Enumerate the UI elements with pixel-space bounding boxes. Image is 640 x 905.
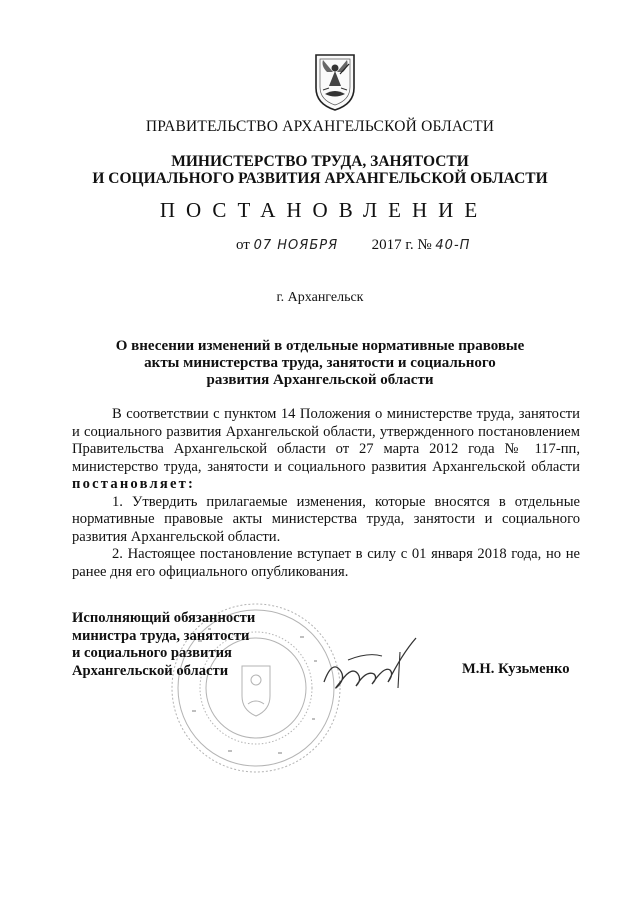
date-day-month: 07 НОЯБРЯ	[253, 238, 339, 253]
paragraph-item-1: 1. Утвердить прилагаемые изменения, которые вносятся в отдельные нормативные правовые акты министерства труда, занятости и социального развития Архангельской области.	[72, 493, 580, 545]
title-line-1: О внесении изменений в отдельные нормативные правовые	[115, 338, 525, 354]
date-from-label: от	[236, 237, 250, 253]
document-type: ПОСТАНОВЛЕНИЕ	[159, 198, 489, 222]
date-line	[236, 237, 470, 254]
resolves-keyword: постановляет:	[72, 476, 196, 492]
ministry-name	[0, 153, 640, 187]
signatory-name: М.Н. Кузьменко	[462, 661, 570, 677]
document-title	[0, 338, 640, 389]
signatory-line-3: и социального развития	[72, 645, 232, 661]
government-name: ПРАВИТЕЛЬСТВО АРХАНГЕЛЬСКОЙ ОБЛАСТИ	[145, 118, 495, 135]
document-body	[72, 406, 580, 581]
city: г. Архангельск	[276, 290, 364, 305]
signatory-line-4: Архангельской области	[72, 662, 229, 679]
ministry-line-1: МИНИСТЕРСТВО ТРУДА, ЗАНЯТОСТИ	[171, 153, 469, 170]
title-line-3: развития Архангельской области	[206, 372, 434, 388]
signatory-line-1: Исполняющий обязанности	[72, 610, 256, 626]
arkhangelsk-coat-of-arms-icon	[313, 52, 357, 112]
handwritten-signature-icon	[318, 630, 428, 700]
signatory-position	[72, 610, 282, 680]
document-number: 40-П	[435, 238, 471, 253]
date-year-number-label: 2017 г. №	[371, 237, 432, 253]
preamble-text: В соответствии с пунктом 14 Положения о министерстве труда, занятости и социального развития Архангельской области, утвержденного постановлением Правительства Архангельской области от 27 марта 2012 года № 117-пп, министерство труда, занятости и социального развития Архангельской области	[72, 406, 580, 475]
title-line-2: акты министерства труда, занятости и социального	[144, 355, 496, 371]
ministry-line-2: И СОЦИАЛЬНОГО РАЗВИТИЯ АРХАНГЕЛЬСКОЙ ОБЛАСТИ	[92, 170, 548, 187]
paragraph-item-2: 2. Настоящее постановление вступает в силу с 01 января 2018 года, но не ранее дня его официального опубликования.	[72, 546, 580, 580]
paragraph-preamble	[72, 406, 580, 494]
signatory-line-2: министра труда, занятости	[72, 627, 250, 644]
